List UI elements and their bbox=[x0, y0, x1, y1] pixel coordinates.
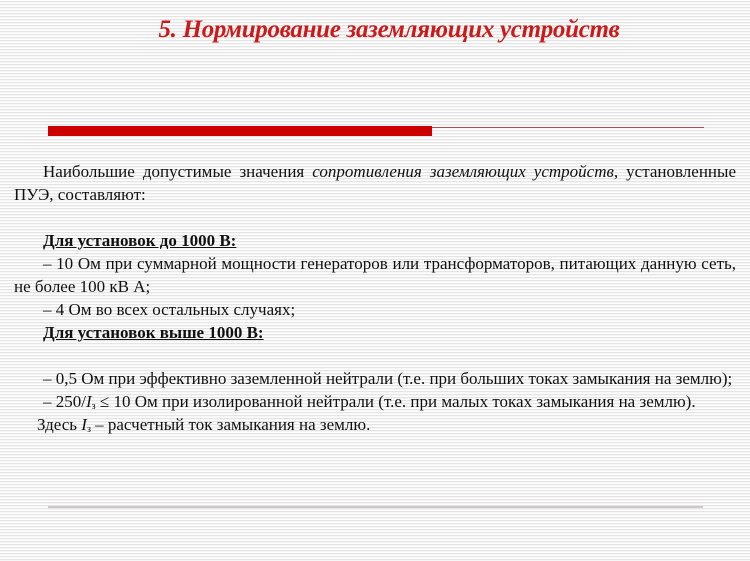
list-item: – 10 Ом при суммарной мощности генераторов или трансформаторов, питающих данную сеть, не более 100 кВ А; bbox=[14, 254, 736, 296]
formula-prefix: – 250/ bbox=[43, 392, 86, 411]
title-accent-bar bbox=[48, 126, 432, 136]
intro-text-before: Наибольшие допустимые значения bbox=[43, 162, 313, 181]
note-paragraph bbox=[14, 413, 736, 436]
list-item-formula bbox=[14, 390, 736, 413]
intro-text-italic: сопротивления заземляющих устройств bbox=[312, 162, 614, 181]
section-heading-low-voltage: Для установок до 1000 В: bbox=[43, 231, 237, 250]
slide-body bbox=[14, 160, 736, 436]
note-suffix: – расчетный ток замыкания на землю. bbox=[90, 415, 371, 434]
title-accent-line bbox=[432, 127, 704, 128]
list-item: – 4 Ом во всех остальных случаях; bbox=[43, 300, 296, 319]
footer-divider bbox=[48, 506, 703, 508]
section-heading-high-voltage: Для установок выше 1000 В: bbox=[43, 323, 264, 342]
slide-title: 5. Нормирование заземляющих устройств bbox=[158, 16, 620, 43]
intro-paragraph bbox=[14, 160, 736, 206]
blank-line bbox=[14, 206, 736, 229]
note-subscript: з bbox=[86, 424, 91, 435]
formula-subscript: з bbox=[91, 401, 96, 412]
blank-line bbox=[14, 344, 736, 367]
note-prefix: Здесь bbox=[37, 415, 82, 434]
note-symbol: I bbox=[81, 415, 87, 434]
formula-symbol: I bbox=[85, 392, 92, 411]
formula-suffix: ≤ 10 Ом при изолированной нейтрали (т.е. при малых токах замыкания на землю). bbox=[95, 392, 696, 411]
list-item: – 0,5 Ом при эффективно заземленной нейтрали (т.е. при больших токах замыкания на землю); bbox=[43, 369, 733, 388]
intro-text-after: , установленные ПУЭ, составляют: bbox=[14, 162, 736, 204]
